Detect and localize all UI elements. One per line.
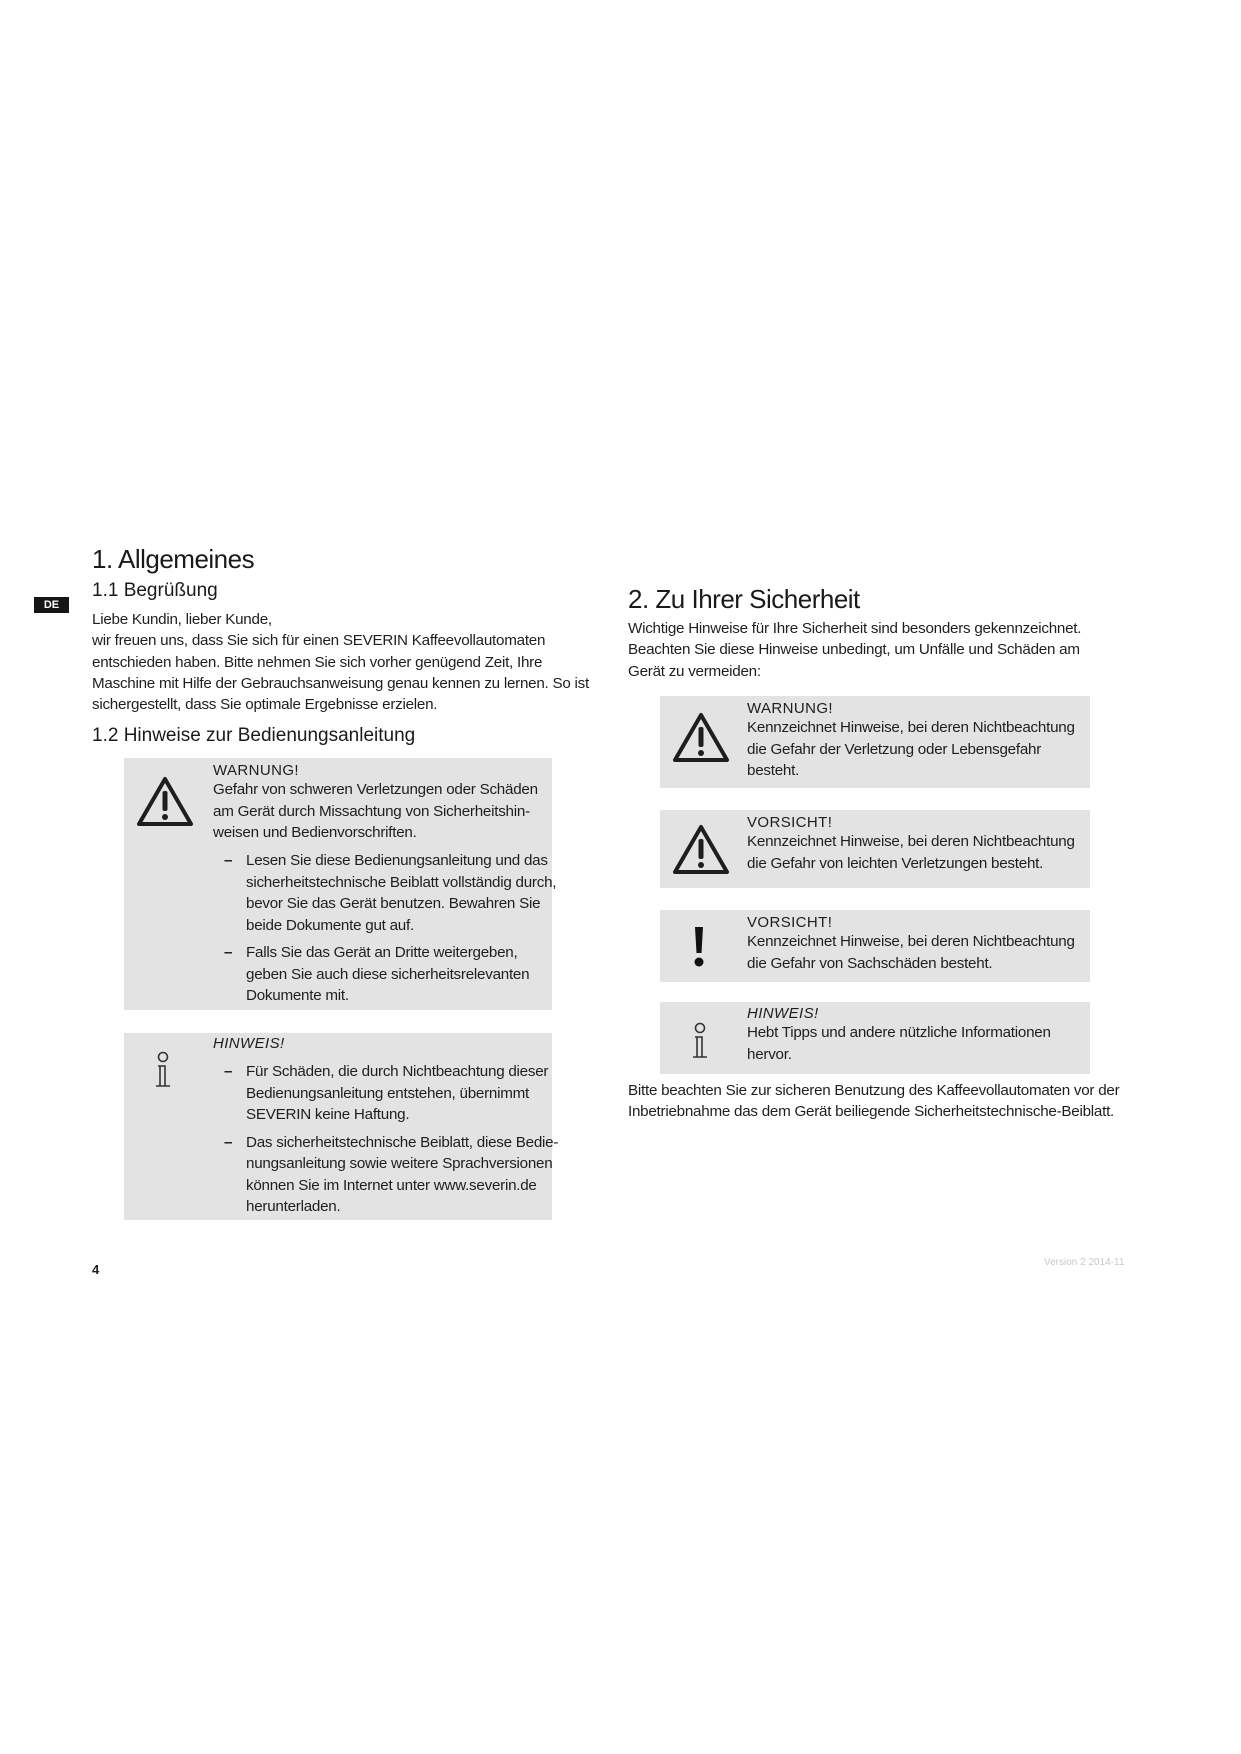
warning-triangle-icon — [136, 776, 194, 828]
safety-intro-paragraph: Wichtige Hinweise für Ihre Sicherheit sind besonders gekennzeichnet. Beachten Sie diese Hinweise unbedingt, um Unfälle und Schäden am Gerät zu vermeiden: — [628, 620, 1082, 680]
safety-caution-damage-title: VORSICHT! — [747, 914, 833, 931]
warning-triangle-icon — [672, 824, 730, 876]
warning-bullet-pass-on: – Falls Sie das Gerät an Dritte weitergeben, geben Sie auch diese sicherheitsrelevanten Dokumente mit. — [224, 944, 530, 1004]
note-box — [124, 1033, 559, 1220]
safety-caution-injury-title: VORSICHT! — [747, 814, 833, 831]
info-icon — [152, 1051, 174, 1091]
note-bullet-liability: – Für Schäden, die durch Nichtbeachtung dieser Bedienungsanleitung entstehen, übernimmt SEVERIN keine Haftung. — [224, 1063, 549, 1123]
safety-note-box — [660, 1002, 1090, 1074]
safety-caution-damage-box — [660, 910, 1090, 982]
info-icon — [689, 1022, 711, 1062]
safety-warning-text: Kennzeichnet Hinweise, bei deren Nichtbeachtung die Gefahr der Verletzung oder Lebensgefahr besteht. — [747, 719, 1075, 779]
note-bullet-download: – Das sicherheitstechnische Beiblatt, diese Bedie- nungsanleitung sowie weitere Sprachversionen können Sie im Internet unter www.severin.de herunterladen. — [224, 1133, 559, 1215]
warning-box-text: Gefahr von schweren Verletzungen oder Schäden am Gerät durch Missachtung von Sicherheitshin- weisen und Bedienvorschriften. — [213, 781, 538, 841]
warning-triangle-icon — [672, 712, 730, 764]
warning-box-title: WARNUNG! — [213, 762, 299, 779]
warning-box — [124, 758, 557, 1010]
safety-caution-injury-box — [660, 810, 1090, 888]
section-2-title: 2. Zu Ihrer Sicherheit — [628, 584, 860, 614]
greeting-paragraph: Liebe Kundin, lieber Kunde, wir freuen uns, dass Sie sich für einen SEVERIN Kaffeevollautomaten entschieden haben. Bitte nehmen Sie sich vorher genügend Zeit, Ihre Maschine mit Hilfe der Gebrauchsanweisung genau kennen zu lernen. So ist sichergestellt, dass Sie optimale Ergebnisse erzielen. — [92, 611, 589, 714]
safety-caution-injury-text: Kennzeichnet Hinweise, bei deren Nichtbeachtung die Gefahr von leichten Verletzungen besteht. — [747, 833, 1075, 872]
safety-note-text: Hebt Tipps und andere nützliche Informationen hervor. — [747, 1024, 1051, 1063]
page-number: 4 — [92, 1262, 100, 1277]
safety-warning-title: WARNUNG! — [747, 700, 833, 717]
section-1-2-title: 1.2 Hinweise zur Bedienungsanleitung — [92, 725, 416, 746]
warning-bullet-read-manual: – Lesen Sie diese Bedienungsanleitung und das sicherheitstechnische Beiblatt vollständig durch, bevor Sie das Gerät benutzen. Bewahren Sie beide Dokumente gut auf. — [224, 852, 557, 934]
section-1-title: 1. Allgemeines — [92, 544, 255, 574]
exclamation-icon — [691, 925, 707, 969]
safety-note-title: HINWEIS! — [747, 1005, 819, 1022]
safety-caution-damage-text: Kennzeichnet Hinweise, bei deren Nichtbeachtung die Gefahr von Sachschäden besteht. — [747, 933, 1075, 972]
section-1-1-title: 1.1 Begrüßung — [92, 580, 218, 601]
safety-warning-box — [660, 696, 1090, 788]
safety-closing-paragraph: Bitte beachten Sie zur sicheren Benutzung des Kaffeevollautomaten vor der Inbetriebnahme das dem Gerät beiliegende Sicherheitstechnische-Beiblatt. — [628, 1082, 1120, 1121]
language-badge: DE — [34, 597, 69, 613]
version-label: Version 2 2014-11 — [1044, 1257, 1125, 1268]
note-box-title: HINWEIS! — [213, 1035, 285, 1052]
